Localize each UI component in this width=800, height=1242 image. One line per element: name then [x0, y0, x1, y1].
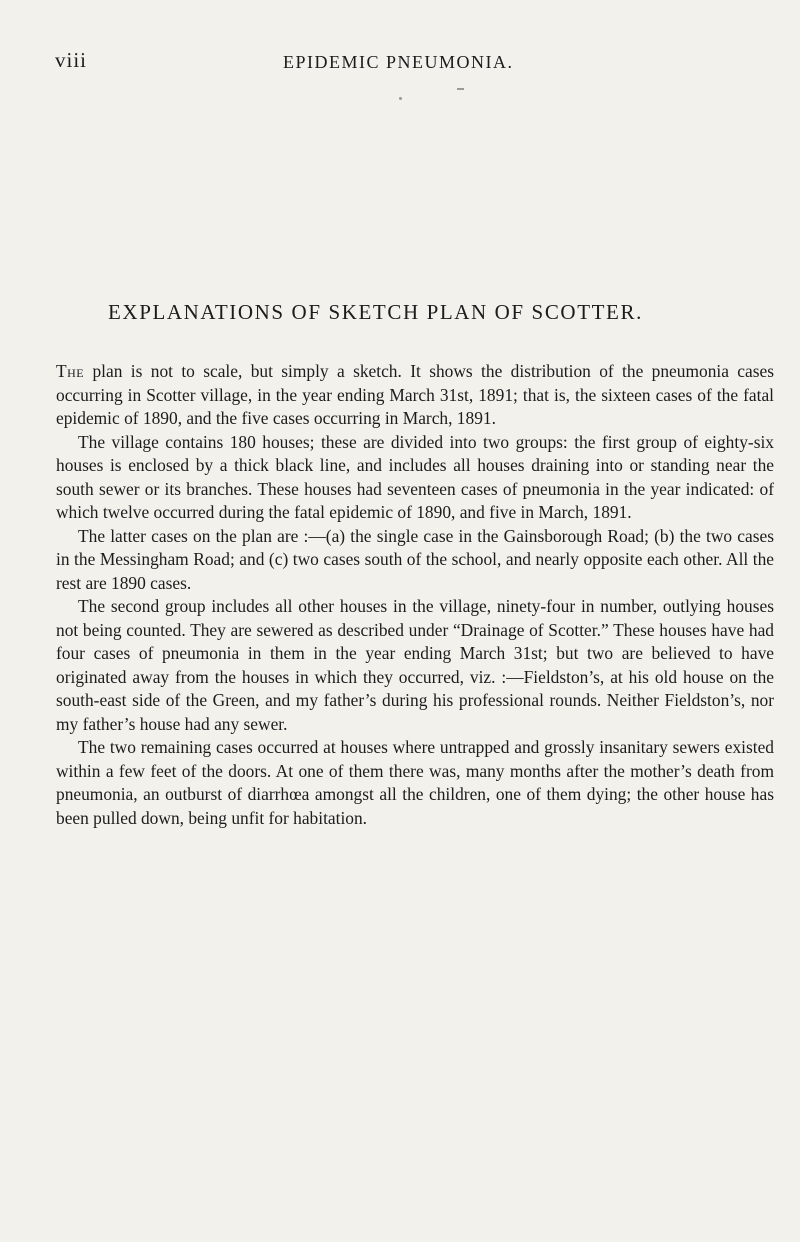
paragraph-4: The second group includes all other houses in the village, ninety-four in number, outlying houses not being counted. They are sewered as described under “Drainage of Scotter.” These houses have had four cases of pneumonia in them in the year ending March 31st; but two are believed to have originated away from the houses in which they occurred, viz. :—Fieldston’s, at his old house on the south-east side of the Green, and my father’s during his professional rounds. Neither Fieldston’s, nor my father’s house had any sewer. — [56, 596, 774, 734]
section-title: EXPLANATIONS OF SKETCH PLAN OF SCOTTER. — [108, 300, 643, 324]
paragraph-1 — [56, 360, 774, 431]
paragraph-1-text: plan is not to scale, but simply a sketch. It shows the distribution of the pneumonia cases occurring in Scotter village, in the year ending March 31st, 1891; that is, the sixteen cases of the fatal epidemic of 1890, and the five cases occurring in March, 1891. — [56, 361, 774, 428]
running-title: EPIDEMIC PNEUMONIA. — [283, 52, 514, 72]
page-number: viii — [55, 48, 88, 72]
paragraph-3: The latter cases on the plan are :—(a) the single case in the Gainsborough Road; (b) the two cases in the Messingham Road; and (c) two cases south of the school, and nearly opposite each other. All the rest are 1890 cases. — [56, 525, 774, 593]
paragraph-lead-word: The — [56, 361, 85, 381]
paragraph-5: The two remaining cases occurred at houses where untrapped and grossly insanitary sewers existed within a few feet of the doors. At one of them there was, many months after the mother’s death from pneumonia, an outburst of diarrhœa amongst all the children, one of them dying; the other house has been pulled down, being unfit for habitation. — [56, 737, 774, 828]
print-speck — [457, 88, 464, 90]
paragraph-2: The village contains 180 houses; these are divided into two groups: the first group of eighty-six houses is enclosed by a thick black line, and includes all houses draining into or standing near the south sewer or its branches. These houses had seventeen cases of pneumonia in the year indicated: of which twelve occurred during the fatal epidemic of 1890, and five in March, 1891. — [56, 431, 774, 522]
body-text — [56, 360, 774, 830]
print-speck — [399, 97, 402, 100]
